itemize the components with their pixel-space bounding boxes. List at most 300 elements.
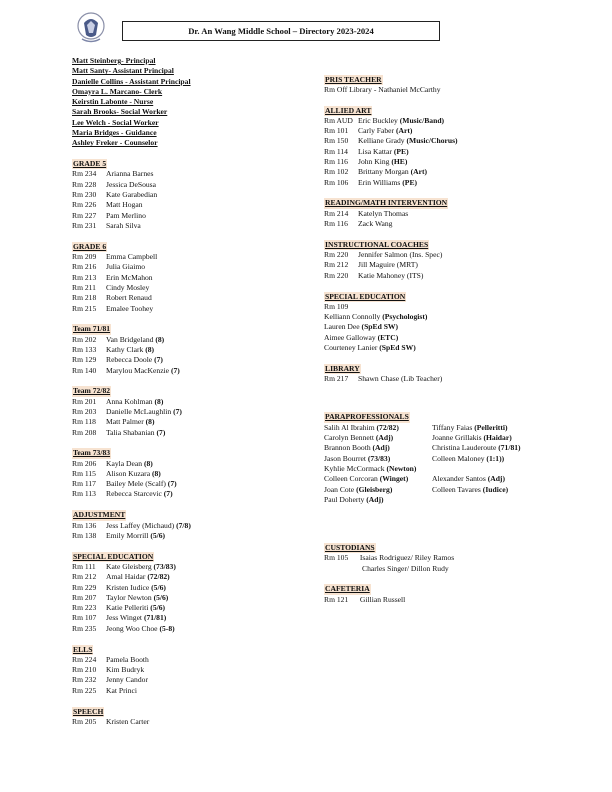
admin-staff-line: Maria Bridges - Guidance (72, 128, 157, 138)
list-item (72, 335, 297, 345)
staff-name: Emily Morrill (106, 530, 149, 540)
section (324, 292, 592, 354)
list-item (72, 675, 297, 685)
staff-name: Kim Budryk (106, 665, 145, 675)
room-number: Rm 138 (72, 530, 97, 540)
staff-name: Courteney Lanier (324, 343, 378, 353)
staff-name: Gillian Russell (359, 594, 406, 604)
staff-name: Emalee Toohey (106, 303, 154, 313)
staff-name: Shawn Chase (Lib Teacher) (358, 374, 443, 384)
list-item (324, 423, 432, 433)
staff-note: (72/82) (376, 422, 399, 432)
staff-name: Pamela Booth (106, 654, 149, 664)
staff-name: Kelliann Connolly (324, 312, 381, 322)
list-item (324, 178, 592, 188)
room-number: Rm 213 (72, 272, 97, 282)
section-header: Team 73/83 (73, 448, 111, 458)
section-cafeteria (324, 584, 592, 605)
staff-name: Colleen Tavares (432, 484, 481, 494)
list-item (72, 211, 297, 221)
section-header: PRIS TEACHER (325, 74, 382, 84)
staff-note: (5/6) (151, 582, 166, 592)
staff-name: Danielle McLaughlin (106, 406, 172, 416)
list-item (432, 485, 592, 495)
list-item (324, 595, 592, 605)
room-number: Rm 136 (72, 520, 97, 530)
section-custodians (324, 543, 592, 574)
staff-name: Robert Renaud (106, 293, 152, 303)
list-item (72, 479, 297, 489)
staff-name: Zack Wang (358, 219, 393, 229)
staff-name: Kathy Clark (106, 344, 144, 354)
staff-name: Joan Cote (324, 484, 355, 494)
staff-name: Alexander Santos (432, 474, 486, 484)
list-item (324, 167, 592, 177)
list-item (72, 489, 297, 499)
room-number: Rm Off Library (324, 84, 372, 94)
staff-name: Erin Williams (358, 177, 401, 187)
room-number: Rm 227 (72, 210, 97, 220)
right-column (324, 64, 592, 605)
list-item (72, 655, 297, 665)
room-number: Rm 118 (72, 417, 96, 427)
staff-note: (73/83) (367, 453, 391, 463)
list-item (72, 200, 297, 210)
section-header: ALLIED ART (325, 105, 372, 115)
room-number: Rm 114 (324, 146, 348, 156)
staff-note: (5/6) (150, 530, 166, 540)
room-number: Rm 111 (72, 561, 96, 571)
left-column (72, 56, 297, 727)
room-number: Rm 218 (72, 293, 97, 303)
staff-name: Lisa Kattar (358, 146, 392, 156)
staff-name: Katie Pelleriti (106, 603, 149, 613)
staff-names: Isaias Rodriguez/ Riley Ramos (359, 553, 455, 563)
staff-name: Erin McMahon (106, 272, 153, 282)
section (72, 242, 297, 314)
list-item (324, 433, 432, 443)
staff-note: (8) (143, 458, 153, 468)
staff-name: Kat Princi (106, 685, 138, 695)
staff-name: Rebecca Doole (106, 355, 155, 365)
staff-name: Jess Laffey (Michaud) (106, 520, 175, 530)
staff-name: Jason Bourret (324, 453, 366, 463)
staff-note: (PE) (393, 146, 409, 156)
room-number: Rm 115 (72, 468, 96, 478)
room-number: Rm 106 (324, 177, 349, 187)
page-title: Dr. An Wang Middle School – Directory 2023-2024 (122, 21, 440, 41)
room-number: Rm 211 (72, 282, 96, 292)
staff-name: Jill Maguire (MRT) (358, 260, 418, 270)
staff-note: (HE) (391, 157, 408, 167)
list-item (324, 322, 592, 332)
staff-name: Kristen Iudice (106, 582, 150, 592)
staff-name: Jeong Woo Choe (106, 623, 158, 633)
section (72, 645, 297, 696)
staff-note: (1:1)) (486, 453, 505, 463)
room-number: Rm 105 (324, 553, 349, 563)
staff-name: Kelliane Grady (358, 136, 405, 146)
admin-staff-line: Lee Welch - Social Worker (72, 117, 159, 127)
room-number: Rm 212 (72, 572, 97, 582)
staff-note: (71/81) (498, 443, 521, 453)
list-item (72, 293, 297, 303)
staff-name: Amal Haidar (106, 572, 146, 582)
section-header: CAFETERIA (325, 584, 370, 594)
staff-name: Pam Merlino (106, 210, 146, 220)
list-item (324, 85, 592, 95)
staff-note: (Pelleritti) (474, 422, 508, 432)
section (324, 198, 592, 229)
list-item (72, 273, 297, 283)
staff-note: (Art) (395, 126, 413, 136)
staff-name: Jenny Candor (106, 675, 148, 685)
section (324, 364, 592, 385)
list-item (324, 495, 432, 505)
room-number: Rm 212 (324, 260, 349, 270)
list-item (72, 717, 297, 727)
staff-name: Julia Giaimo (106, 262, 146, 272)
list-item (72, 366, 297, 376)
staff-name: Matt Hogan (106, 200, 143, 210)
list-item (432, 464, 592, 474)
staff-name: Lauren Dee (324, 322, 360, 332)
staff-note: (Adj) (375, 433, 394, 443)
room-number: Rm 225 (72, 685, 97, 695)
staff-name: Kayla Dean (106, 458, 143, 468)
staff-name: Kristen Carter (106, 716, 150, 726)
list-item (324, 250, 592, 260)
staff-name: Talia Shabanian (106, 427, 155, 437)
list-item (72, 603, 297, 613)
admin-staff-line: Danielle Collins - Assistant Principal (72, 76, 191, 86)
list-item (72, 624, 297, 634)
admin-staff-list (72, 56, 297, 149)
staff-note: (7) (156, 427, 166, 437)
room-number: Rm 217 (324, 374, 349, 384)
room-number: Rm 216 (72, 262, 97, 272)
room-number: Rm 226 (72, 200, 97, 210)
staff-name: Carolyn Bennett (324, 433, 374, 443)
staff-note: (Adj) (372, 443, 390, 453)
staff-name: Bailey Mele (Scalf) (106, 479, 166, 489)
staff-name: Christina Lauderoute (432, 443, 497, 453)
room-number: Rm 133 (72, 344, 97, 354)
section (72, 159, 297, 231)
room-number: Rm 140 (72, 365, 97, 375)
room-number: Rm 102 (324, 167, 349, 177)
list-item (72, 221, 297, 231)
staff-name: Marylou MacKenzie (106, 365, 170, 375)
section-header: GRADE 6 (73, 241, 107, 251)
staff-note: (SpEd SW) (361, 322, 399, 332)
room-number: Rm 230 (72, 190, 97, 200)
staff-name: Brittany Morgan (358, 167, 409, 177)
section-header: SPECIAL EDUCATION (325, 291, 406, 301)
staff-name: Sarah Silva (106, 220, 141, 230)
list-item (72, 262, 297, 272)
staff-name: Joanne Grillakis (432, 433, 482, 443)
room-number: Rm 113 (72, 489, 96, 499)
list-item (432, 474, 592, 484)
school-logo-icon (76, 11, 106, 45)
staff-note: (SpEd SW) (379, 343, 416, 353)
staff-note: (Adj) (487, 474, 505, 484)
list-item (324, 302, 592, 312)
staff-note: (Adj) (366, 494, 384, 504)
staff-name: Kate Gleisberg (106, 561, 152, 571)
section (72, 324, 297, 375)
section (72, 448, 297, 499)
section (72, 552, 297, 634)
list-item (72, 521, 297, 531)
list-item (72, 531, 297, 541)
section-header: Team 72/82 (73, 386, 111, 396)
room-number: Rm 220 (324, 250, 349, 260)
list-item (432, 495, 592, 505)
section-header: PARAPROFESSIONALS (325, 412, 409, 422)
staff-name: Taylor Newton (106, 592, 152, 602)
list-item (72, 283, 297, 293)
staff-note: (8) (145, 417, 155, 427)
staff-note: (73/83) (153, 561, 176, 571)
staff-note: (7) (167, 479, 177, 489)
section (324, 240, 592, 281)
section-header: SPEECH (73, 706, 104, 716)
staff-note: (72/82) (147, 572, 170, 582)
staff-name: Jess Winget (106, 613, 144, 623)
staff-name: - Nathaniel McCarthy (373, 84, 441, 94)
room-number: Rm 116 (324, 157, 348, 167)
room-number: Rm 150 (324, 136, 349, 146)
list-item (324, 443, 432, 453)
staff-name: Colleen Maloney (432, 453, 485, 463)
admin-staff-line: Ashley Freker - Counselor (72, 138, 158, 148)
section (72, 386, 297, 437)
list-item (72, 180, 297, 190)
room-number: Rm 117 (72, 479, 96, 489)
list-item (72, 252, 297, 262)
list-item (324, 474, 432, 484)
room-number: Rm 202 (72, 334, 97, 344)
room-number: Rm 231 (72, 220, 97, 230)
staff-note: (8) (151, 468, 161, 478)
list-item (72, 665, 297, 675)
staff-name: Jessica DeSousa (106, 179, 156, 189)
list-item (72, 169, 297, 179)
list-item (72, 459, 297, 469)
list-item (324, 464, 432, 474)
section-header: INSTRUCTIONAL COACHES (325, 239, 429, 249)
staff-note: (71/81) (143, 613, 167, 623)
staff-name: Paul Doherty (324, 494, 365, 504)
staff-note: (Music/Band) (399, 115, 445, 125)
list-item (324, 219, 592, 229)
admin-staff-line: Matt Santy- Assistant Principal (72, 66, 174, 76)
staff-name: Rebecca Starcevic (106, 489, 162, 499)
admin-staff-line: Omayra L. Marcano- Clerk (72, 86, 163, 96)
list-item (72, 572, 297, 582)
staff-note: (PE) (402, 177, 418, 187)
room-number: Rm 101 (324, 126, 349, 136)
room-number: Rm 214 (324, 208, 349, 218)
staff-name: Emma Campbell (106, 252, 158, 262)
staff-note: (8) (154, 396, 164, 406)
list-item (324, 126, 592, 136)
list-item (324, 157, 592, 167)
staff-name: Jennifer Salmon (Ins. Spec) (358, 250, 443, 260)
staff-name: Matt Palmer (106, 417, 144, 427)
staff-note: (7) (173, 406, 182, 416)
list-item (324, 116, 592, 126)
list-item (72, 345, 297, 355)
staff-name: Cindy Mosley (106, 282, 150, 292)
staff-name: Salih Al Ibrahim (324, 422, 375, 432)
room-number: Rm 207 (72, 592, 97, 602)
room-number: Rm 201 (72, 396, 97, 406)
section-header: Team 71/81 (73, 324, 111, 334)
staff-name: Alison Kuzara (106, 468, 151, 478)
room-number: Rm 203 (72, 406, 97, 416)
section-header: ADJUSTMENT (73, 510, 126, 520)
section-header: SPECIAL EDUCATION (73, 551, 154, 561)
section-header: LIBRARY (325, 363, 360, 373)
room-number: Rm 235 (72, 623, 97, 633)
room-number: Rm 229 (72, 582, 97, 592)
list-item (72, 469, 297, 479)
room-number: Rm 220 (324, 270, 349, 280)
admin-staff-line: Matt Steinberg- Principal (72, 56, 156, 65)
staff-name: Brannon Booth (324, 443, 371, 453)
admin-staff-line: Sarah Brooks- Social Worker (72, 107, 168, 117)
staff-note: (5/6) (150, 603, 166, 613)
room-number: Rm 109 (324, 301, 349, 311)
section-header: GRADE 5 (73, 159, 107, 169)
staff-note: (Iudice) (482, 484, 509, 494)
section (324, 75, 592, 96)
list-item (72, 190, 297, 200)
room-number: Rm 224 (72, 654, 97, 664)
list-item (324, 312, 592, 322)
room-number: Rm 223 (72, 603, 97, 613)
room-number: Rm AUD (324, 115, 353, 125)
list-item (72, 613, 297, 623)
list-item (432, 443, 592, 453)
list-item (72, 304, 297, 314)
section-header: CUSTODIANS (325, 543, 375, 553)
list-item (324, 209, 592, 219)
list-item (72, 417, 297, 427)
staff-name: Katelyn Thomas (358, 208, 409, 218)
list-item (324, 260, 592, 270)
list-item (72, 583, 297, 593)
section (324, 106, 592, 188)
list-item (324, 136, 592, 146)
list-item (72, 397, 297, 407)
list-item (324, 271, 592, 281)
staff-note: (Gleisberg) (356, 484, 393, 494)
staff-note: (7/8) (176, 520, 191, 530)
staff-name: Carly Faber (358, 126, 395, 136)
staff-name: John King (358, 157, 390, 167)
list-item (72, 593, 297, 603)
section-paraprofessionals (324, 412, 592, 505)
section (72, 510, 297, 541)
list-item (324, 343, 592, 353)
staff-note: (Art) (410, 167, 428, 177)
staff-note: (Psychologist) (382, 312, 428, 322)
staff-name: Van Bridgeland (106, 334, 154, 344)
list-item (72, 686, 297, 696)
room-number: Rm 129 (72, 355, 97, 365)
room-number: Rm 206 (72, 458, 97, 468)
room-number: Rm 234 (72, 169, 97, 179)
room-number: Rm 107 (72, 613, 97, 623)
staff-name: Anna Kohlman (106, 396, 153, 406)
staff-name: Colleen Corcoran (324, 474, 378, 484)
list-item (324, 374, 592, 384)
staff-name: Aimee Galloway (324, 332, 376, 342)
room-number: Rm 215 (72, 303, 97, 313)
admin-staff-line: Keirstin Labonte - Nurse (72, 97, 154, 107)
list-item (72, 562, 297, 572)
room-number: Rm 210 (72, 665, 97, 675)
section-header: READING/MATH INTERVENTION (325, 198, 448, 208)
room-number: Rm 208 (72, 427, 97, 437)
staff-note: (Music/Chorus) (406, 136, 458, 146)
list-item (72, 355, 297, 365)
staff-name: Kyhlie McCormack (324, 463, 385, 473)
staff-name: Eric Buckley (358, 115, 398, 125)
list-item (324, 553, 592, 563)
list-item (324, 147, 592, 157)
staff-note: (5-8) (159, 623, 175, 633)
list-item (324, 333, 592, 343)
list-item (432, 423, 592, 433)
staff-name: Arianna Barnes (106, 169, 154, 179)
list-item (72, 428, 297, 438)
list-item (324, 454, 432, 464)
staff-note: (7) (163, 489, 173, 499)
left-sections (72, 159, 297, 727)
staff-note: (5/6) (153, 592, 169, 602)
list-item (432, 454, 592, 464)
staff-name: Katie Mahoney (ITS) (358, 270, 424, 280)
section (72, 707, 297, 728)
staff-note: (Newton) (386, 463, 417, 473)
right-sections (324, 75, 592, 385)
staff-note: (ETC) (377, 332, 399, 342)
list-item (72, 407, 297, 417)
staff-note: (8) (145, 344, 155, 354)
paraprofessionals-grid (324, 423, 592, 505)
staff-note: (8) (155, 334, 165, 344)
room-number: Rm 232 (72, 675, 97, 685)
staff-note: (Winget) (379, 474, 409, 484)
room-number: Rm 228 (72, 179, 97, 189)
list-item (432, 433, 592, 443)
room-number: Rm 116 (324, 219, 348, 229)
room-number: Rm 205 (72, 716, 97, 726)
staff-name: Tiffany Faias (432, 422, 473, 432)
staff-names: Charles Singer/ Dillon Rudy (362, 563, 449, 573)
room-number: Rm 209 (72, 252, 97, 262)
staff-note: (7) (154, 355, 163, 365)
staff-name: Kate Garabedian (106, 190, 158, 200)
staff-note: (7) (170, 365, 180, 375)
section-header: ELLS (73, 644, 93, 654)
list-item (324, 485, 432, 495)
